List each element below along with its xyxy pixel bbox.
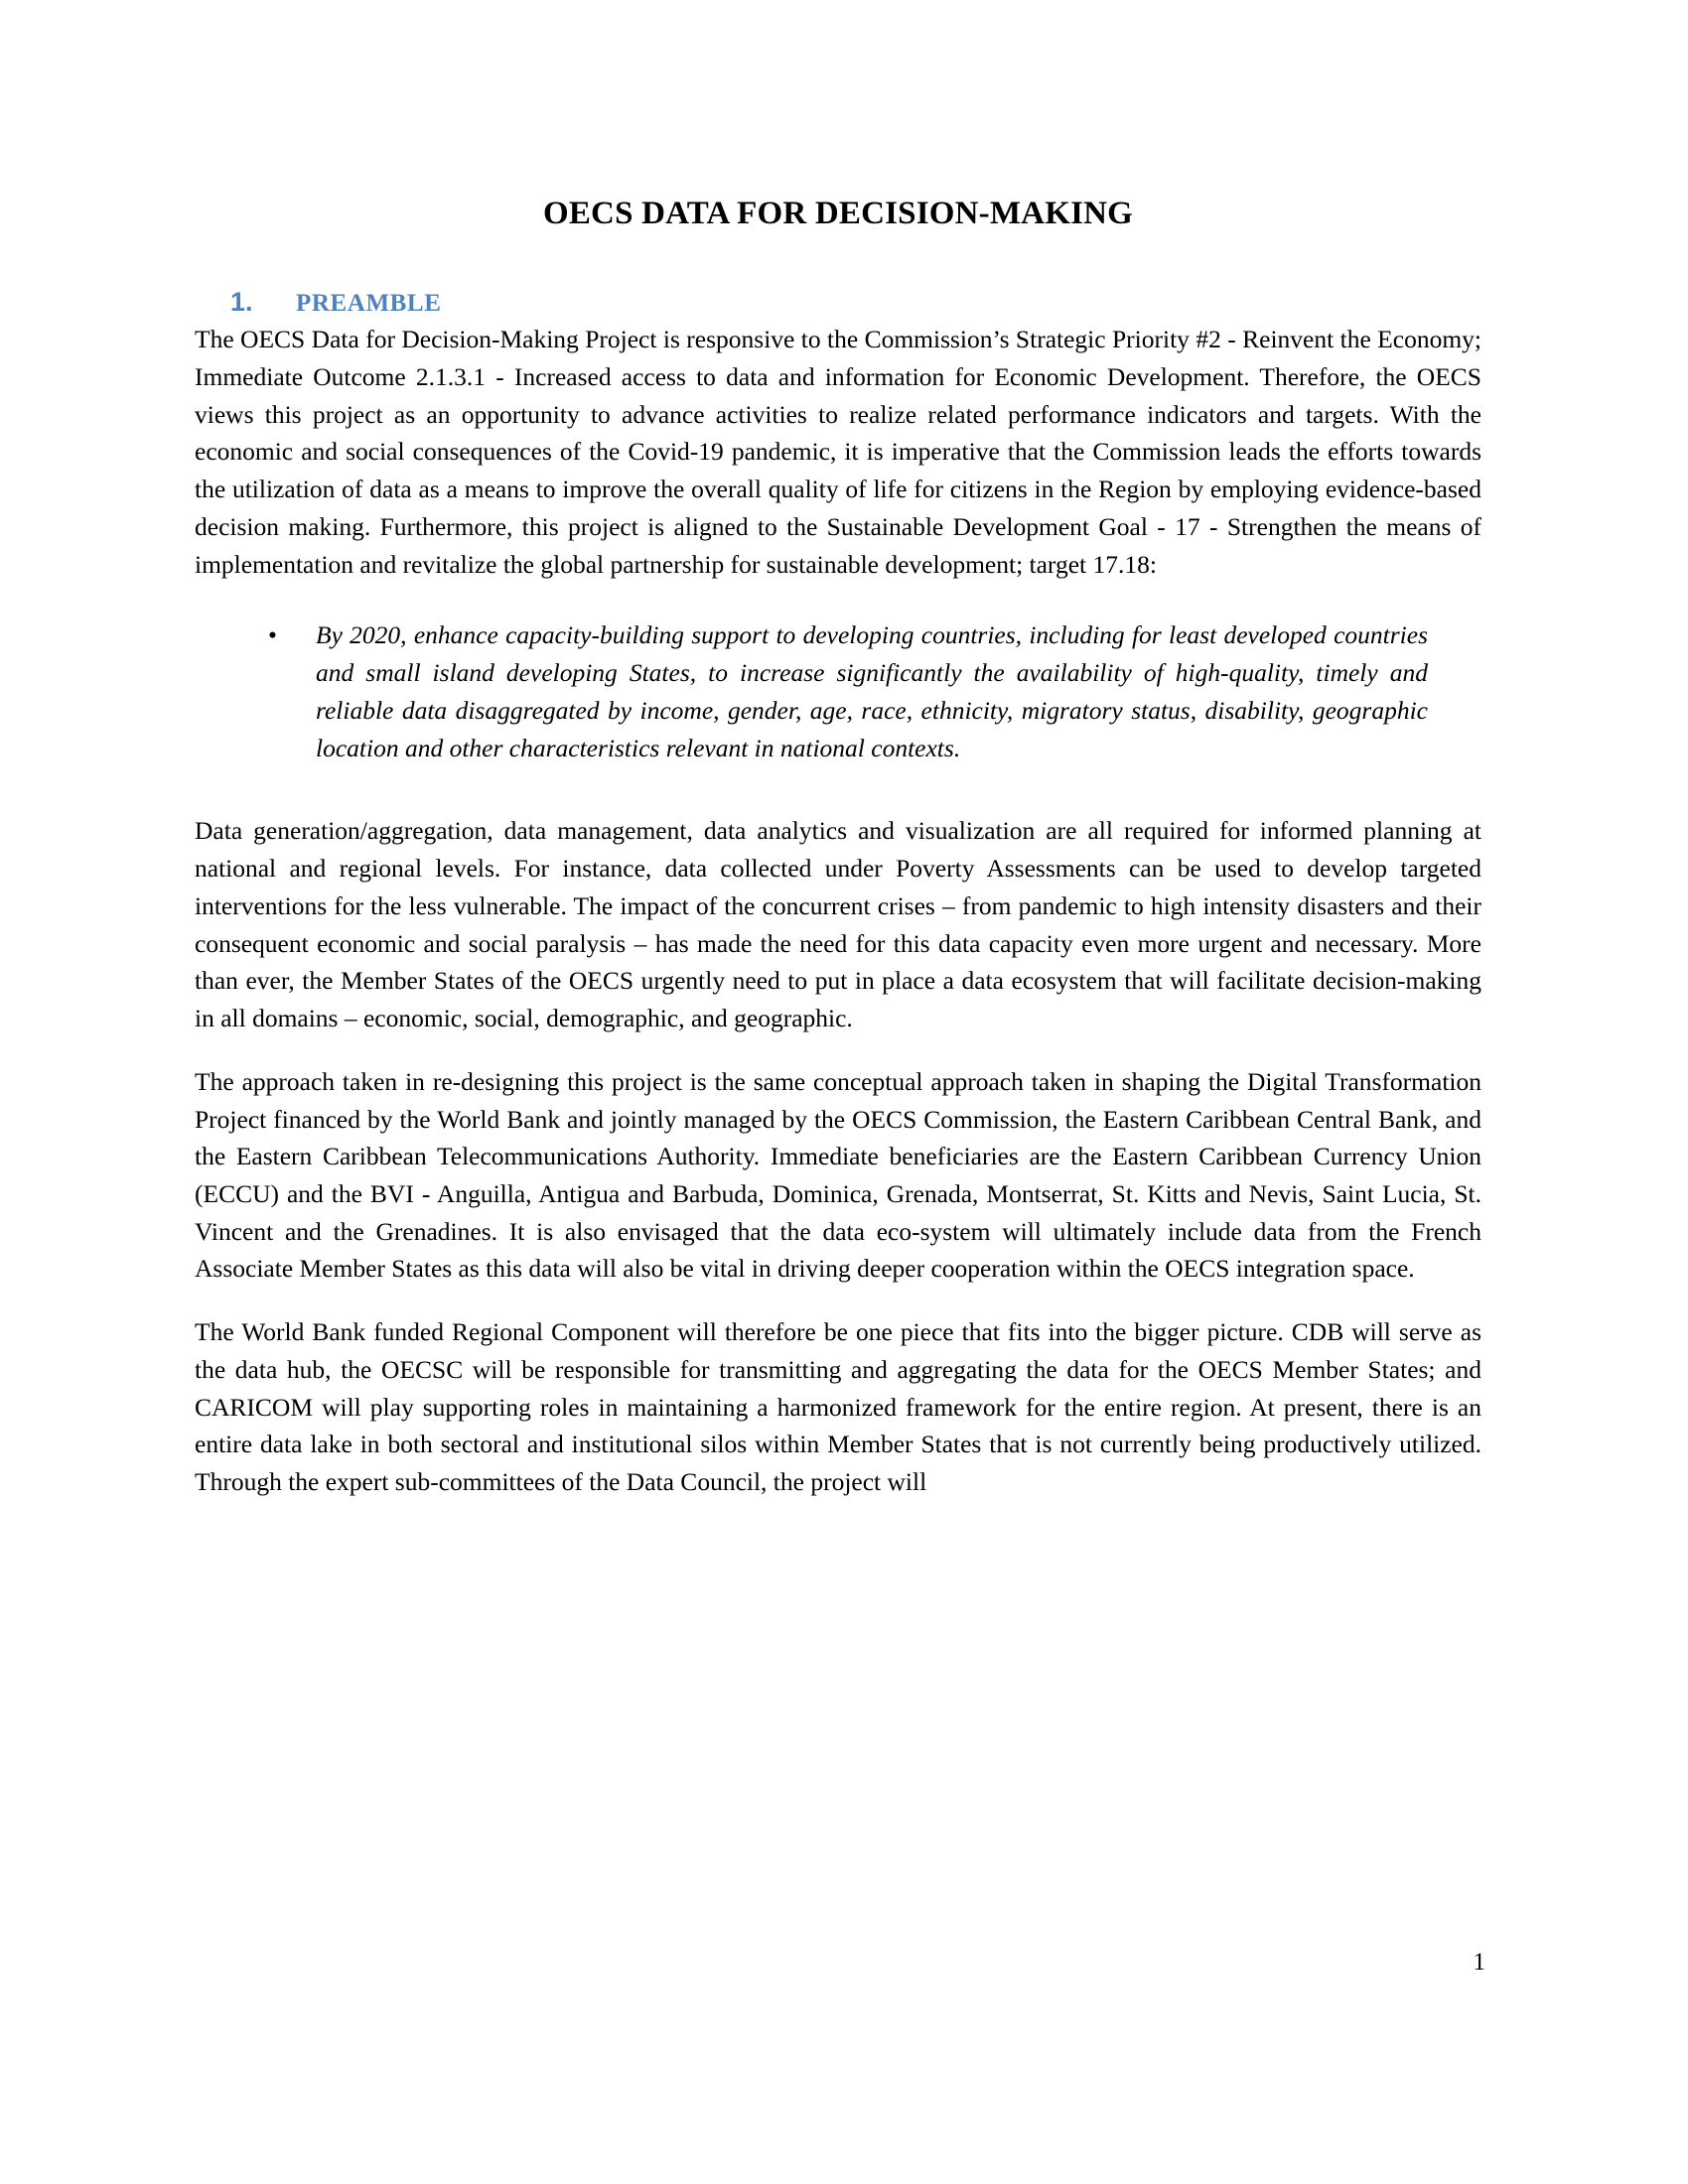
page-number: 1	[1473, 1949, 1485, 1976]
paragraph-data-generation: Data generation/aggregation, data management, data analytics and visualization are all required for informed planning at national and regional levels. For instance, data collected under Poverty Assessments can be used to develop targeted interventions for the less vulnerable. The impact of the concurrent crises – from pandemic to high intensity disasters and their consequent economic and social paralysis – has made the need for this data capacity even more urgent and necessary. More than ever, the Member States of the OECS urgently need to put in place a data ecosystem that will facilitate decision-making in all domains – economic, social, demographic, and geographic.	[195, 816, 1481, 1033]
section-heading-preamble	[195, 234, 1481, 318]
paragraph-approach: The approach taken in re-designing this project is the same conceptual approach taken in shaping the Digital Transformation Project financed by the World Bank and jointly managed by the OECS Commission, the Eastern Caribbean Central Bank, and the Eastern Caribbean Telecommunications Authority. Immediate beneficiaries are the Eastern Caribbean Currency Union (ECCU) and the BVI - Anguilla, Antigua and Barbuda, Dominica, Grenada, Montserrat, St. Kitts and Nevis, Saint Lucia, St. Vincent and the Grenadines. It is also envisaged that the data eco-system will ultimately include data from the French Associate Member States as this data will also be vital in driving deeper cooperation within the OECS integration space.	[195, 1066, 1481, 1284]
paragraph-preamble-intro: The OECS Data for Decision-Making Project is responsive to the Commission’s Strategic Priority #2 - Reinvent the Economy; Immediate Outcome 2.1.3.1 - Increased access to data and information for Economic Development. Therefore, the OECS views this project as an opportunity to advance activities to realize related performance indicators and targets. With the economic and social consequences of the Covid-19 pandemic, it is imperative that the Commission leads the efforts towards the utilization of data as a means to improve the overall quality of life for citizens in the Region by employing evidence-based decision making. Furthermore, this project is aligned to the Sustainable Development Goal - 17 - Strengthen the means of implementation and revitalize the global partnership for sustainable development; target 17.18:	[195, 325, 1481, 579]
section-label: PREAMBLE	[296, 289, 442, 317]
list-item	[268, 616, 1428, 766]
paragraph-world-bank-component: The World Bank funded Regional Component will therefore be one piece that fits into the bigger picture. CDB will serve as the data hub, the OECSC will be responsible for transmitting and aggregating the data for the OECS Member States; and CARICOM will play supporting roles in maintaining a harmonized framework for the entire region. At present, there is an entire data lake in both sectoral and institutional silos within Member States that is not currently being productively utilized. Through the expert sub-committees of the Data Council, the project will	[195, 1317, 1481, 1497]
page-content	[195, 0, 1481, 1501]
bullet-dot-icon: •	[268, 620, 277, 650]
page-title: OECS DATA FOR DECISION-MAKING	[542, 196, 1134, 231]
bullet-list-sdg-target	[195, 616, 1481, 766]
section-number: 1.	[230, 286, 253, 317]
list-item-text: By 2020, enhance capacity-building support to developing countries, including for least developed countries and small island developing States, to increase significantly the availability of high-quality, timely and reliable data disaggregated by income, gender, age, race, ethnicity, migratory status, disability, geographic location and other characteristics relevant in national contexts.	[316, 620, 1428, 762]
